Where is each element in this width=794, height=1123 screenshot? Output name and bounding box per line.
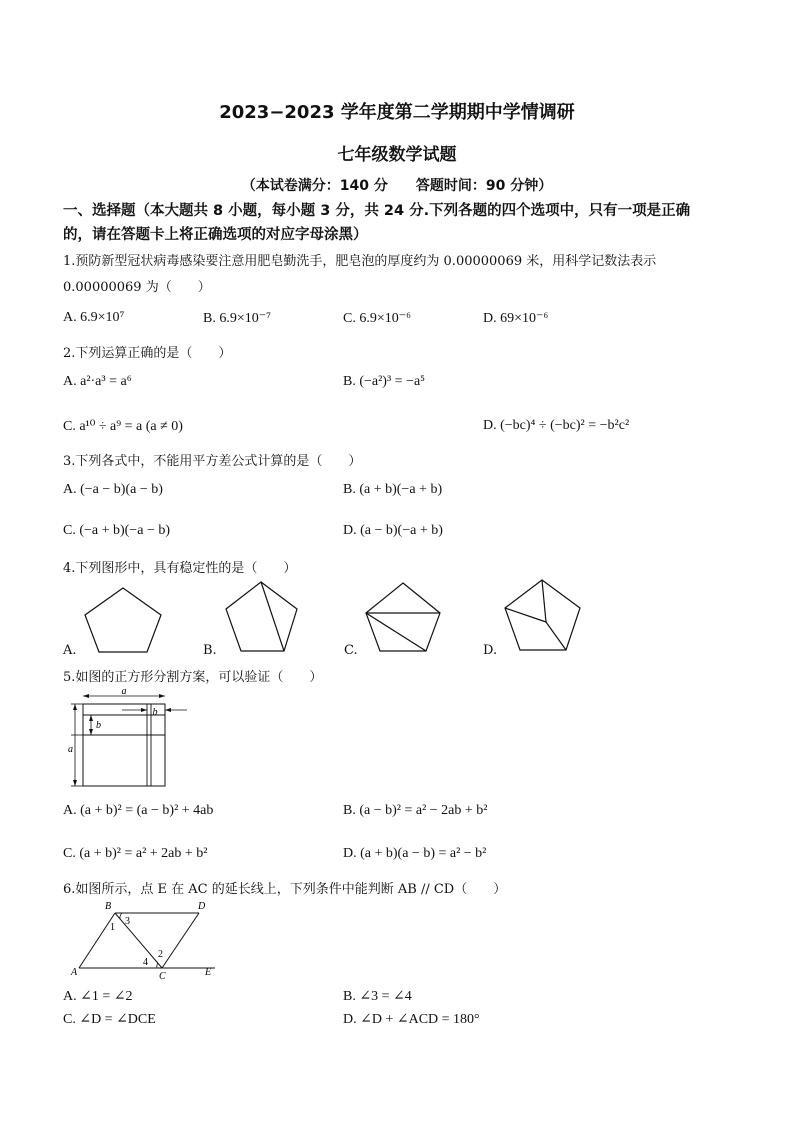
exam-info: （本试卷满分：140 分 答题时间：90 分钟） [241, 178, 553, 194]
fig5-label-left-b: b [96, 720, 101, 731]
fig6-angle-4: 4 [143, 957, 148, 968]
q1-option-c[interactable]: C. 6.9×10⁻⁶ [343, 311, 412, 326]
fig6-point-b: B [105, 901, 112, 912]
q2-stem: 2.下列运算正确的是（ ） [63, 346, 232, 361]
fig5-label-left-a: a [68, 744, 73, 755]
q5-option-a[interactable]: A. (a + b)² = (a − b)² + 4ab [63, 803, 214, 818]
q1-option-a[interactable]: A. 6.9×10⁷ [63, 310, 125, 325]
pentagon-figure-a [80, 580, 170, 655]
section-heading-line1: 一、选择题（本大题共 8 小题，每小题 3 分，共 24 分.下列各题的四个选项中，只有一项是正确 [63, 203, 691, 219]
q6-option-d[interactable]: D. ∠D + ∠ACD = 180° [343, 1012, 480, 1027]
exam-title: 2023−2023 学年度第二学期期中学情调研 [219, 102, 575, 123]
q2-option-d[interactable]: D. (−bc)⁴ ÷ (−bc)² = −b²c² [483, 418, 630, 433]
q2-option-c[interactable]: C. a¹⁰ ÷ a⁹ = a (a ≠ 0) [63, 419, 183, 434]
q3-option-d[interactable]: D. (a − b)(−a + b) [343, 523, 443, 538]
q1-stem-line2: 0.00000069 为（ ） [63, 280, 211, 295]
q4-option-a[interactable]: A. [63, 643, 77, 658]
fig6-point-c: C [159, 971, 166, 982]
exam-subtitle: 七年级数学试题 [337, 145, 457, 165]
q4-option-c[interactable]: C. [344, 643, 358, 658]
q2-option-b[interactable]: B. (−a²)³ = −a⁵ [343, 374, 426, 389]
q3-option-b[interactable]: B. (a + b)(−a + b) [343, 482, 443, 497]
fig5-label-right-b: b [152, 707, 158, 718]
q6-option-b[interactable]: B. ∠3 = ∠4 [343, 989, 412, 1004]
parallelogram-figure [65, 898, 225, 983]
fig5-label-top-a: a [121, 686, 127, 697]
q1-stem-line1: 1.预防新型冠状病毒感染要注意用肥皂勤洗手，肥皂泡的厚度约为 0.00000069 米，用科学记数法表示 [63, 254, 657, 269]
q6-option-c[interactable]: C. ∠D = ∠DCE [63, 1012, 156, 1027]
pentagon-figure-b [218, 580, 308, 655]
q5-option-c[interactable]: C. (a + b)² = a² + 2ab + b² [63, 846, 208, 861]
section-heading-line2: 的，请在答题卡上将正确选项的对应字母涂黑） [63, 227, 368, 243]
q4-option-d[interactable]: D. [483, 643, 498, 658]
q3-option-a[interactable]: A. (−a − b)(a − b) [63, 482, 163, 497]
q5-stem: 5.如图的正方形分割方案，可以验证（ ） [63, 670, 323, 685]
q4-option-b[interactable]: B. [203, 643, 217, 658]
fig6-angle-1: 1 [110, 922, 115, 933]
q5-option-d[interactable]: D. (a + b)(a − b) = a² − b² [343, 846, 487, 861]
fig6-point-a: A [71, 967, 78, 978]
q2-option-a[interactable]: A. a²·a³ = a⁶ [63, 374, 132, 389]
q1-option-b[interactable]: B. 6.9×10⁻⁷ [203, 311, 272, 326]
q3-stem: 3.下列各式中，不能用平方差公式计算的是（ ） [63, 454, 362, 469]
q4-stem: 4.下列图形中，具有稳定性的是（ ） [63, 561, 297, 576]
q6-stem: 6.如图所示，点 E 在 AC 的延长线上，下列条件中能判断 AB // CD（ ） [63, 882, 507, 897]
q6-option-a[interactable]: A. ∠1 = ∠2 [63, 989, 133, 1004]
pentagon-figure-d [500, 578, 590, 655]
pentagon-figure-c [360, 580, 450, 655]
fig6-angle-3: 3 [125, 916, 130, 927]
fig6-point-d: D [198, 901, 206, 912]
fig6-point-e: E [205, 967, 212, 978]
q1-option-d[interactable]: D. 69×10⁻⁶ [483, 311, 549, 326]
q5-option-b[interactable]: B. (a − b)² = a² − 2ab + b² [343, 803, 488, 818]
q3-option-c[interactable]: C. (−a + b)(−a − b) [63, 523, 170, 538]
fig6-angle-2: 2 [158, 949, 163, 960]
square-division-figure [62, 684, 192, 789]
